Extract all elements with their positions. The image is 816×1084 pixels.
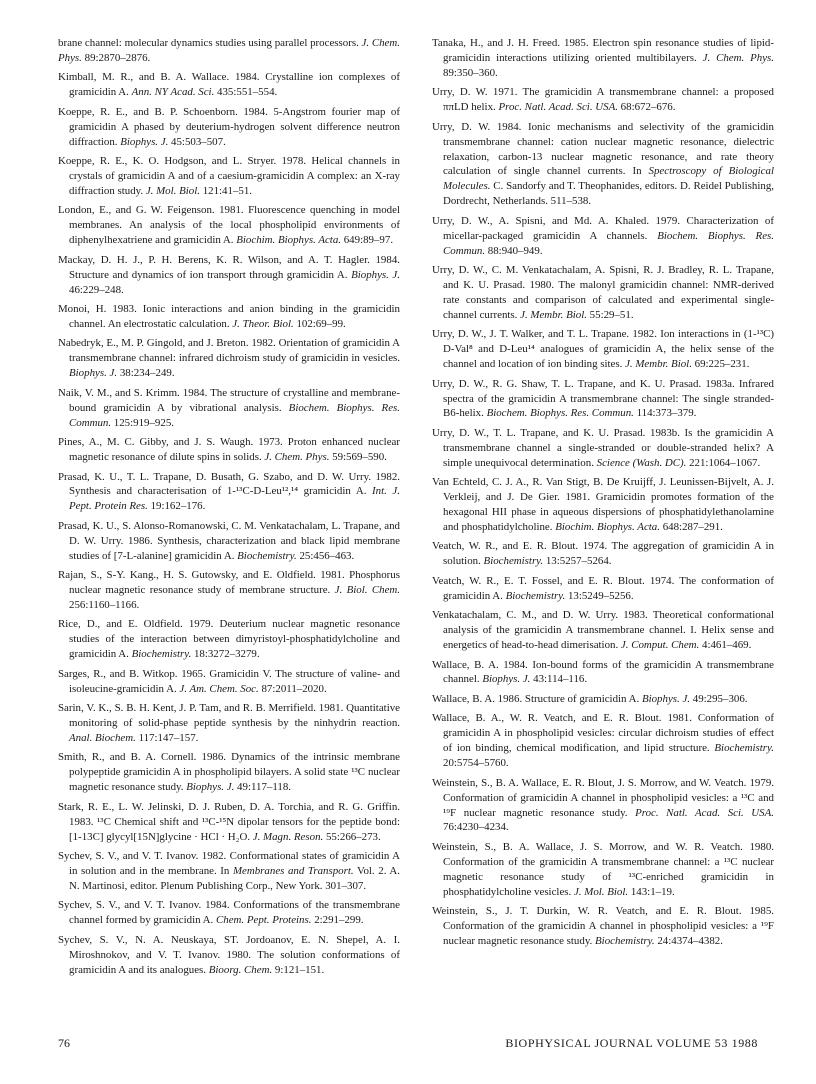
reference-entry [432,36,774,81]
reference-entry [58,386,400,431]
reference-citation: 9:121–151. [272,963,325,976]
reference-journal: J. Chem. Phys. [264,451,330,463]
reference-text: Urry, D. W., C. M. Venkatachalam, A. Spisni, R. J. Bradley, R. L. Trapane, and K. U. Prasad. 1980. The malonyl gramicidin channel: NMR-derived rate constants and comparison of calculated and experimental single-channel currents. [432,264,774,321]
reference-text: Koeppe, R. E., K. O. Hodgson, and L. Stryer. 1978. Helical channels in crystals of gramicidin A and of a caesium-gramicidin A complex: an X-ray diffraction study. [58,155,400,197]
reference-journal: Biochem. Biophys. Res. Commun. [69,401,400,429]
reference-text: Stark, R. E., L. W. Jelinski, D. J. Ruben, D. A. Torchia, and R. G. Griffin. 1983. ¹³C Chemical shift and ¹³C-¹⁵N dipolar tensors for the peptide bond: [1-13C] glycyl[15N]glycine · HCl · H₂O. [58,800,400,843]
reference-text: Sychev, S. V., N. A. Neuskaya, ST. Jordoanov, E. N. Shepel, A. I. Miroshnokov, and V. T. Ivanov. 1980. The solution conformations of gramicidin A and its analogues. [58,933,400,976]
reference-journal: Biochemistry. [714,742,774,755]
reference-journal: J. Magn. Reson. [252,830,324,843]
reference-citation: 49:295–306. [690,692,748,705]
reference-entry [432,711,774,771]
reference-citation: 59:569–590. [329,451,387,463]
reference-entry [58,302,400,332]
reference-citation: 89:350–360. [443,66,498,79]
reference-entry [58,667,400,697]
reference-entry [58,470,400,515]
reference-entry [58,70,400,100]
reference-text: Weinstein, S., B. A. Wallace, E. R. Blout, J. S. Morrow, and W. Veatch. 1979. Conformation of gramicidin A channel in phospholipid vesicles: a ¹³C and ¹⁹F nuclear magnetic resonance study. [432,776,774,819]
reference-citation: 125:919–925. [111,416,174,429]
reference-journal: Chem. Pept. Proteins. [215,914,312,927]
reference-text: Sychev, S. V., and V. T. Ivanov. 1984. Conformations of the transmembrane channel formed by gramicidin A. [58,899,400,927]
reference-text: Prasad, K. U., S. Alonso-Romanowski, C. M. Venkatachalam, L. Trapane, and D. W. Urry. 1986. Synthesis, characterization and black lipid membrane studies of [7-L-alanine] gramicidin A. [58,519,400,562]
reference-citation: 649:89–97. [341,234,394,247]
reference-text: Veatch, W. R., and E. R. Blout. 1974. The aggregation of gramicidin A in solution. [432,540,774,568]
reference-journal: Biochemistry. [483,555,544,568]
references-right-column [432,36,774,953]
reference-citation: 4:461–469. [699,639,752,652]
reference-text: Urry, D. W. 1984. Ionic mechanisms and selectivity of the gramicidin transmembrane channel: cation nuclear magnetic resonance, dielectric relaxation, carbon-13 nuclear magnetic resonance, and rate theory calculation of single channel currents. In [432,120,774,178]
reference-entry [58,36,400,66]
reference-entry [432,776,774,836]
reference-text: Sarges, R., and B. Witkop. 1965. Gramicidin V. The structure of valine- and isoleucine-gramicidin A. [58,667,400,695]
reference-entry [432,377,774,422]
reference-journal: Biochem. Biophys. Res. Commun. [486,407,634,420]
reference-text: Urry, D. W., R. G. Shaw, T. L. Trapane, and K. U. Prasad. 1983a. Infrared spectra of the gramicidin A transmembrane channel: The single stranded-B6-helix. [432,377,774,420]
reference-journal: Biochim. Biophys. Acta. [236,234,342,247]
reference-journal: J. Membr. Biol. [520,308,587,321]
reference-citation: 88:940–949. [485,244,543,257]
reference-journal: Biochemistry. [237,549,297,562]
reference-text: Urry, D. W., T. L. Trapane, and K. U. Prasad. 1983b. Is the gramicidin A transmembrane channel a single-stranded or double-stranded helix? A simple unequivocal determination. [432,426,774,469]
reference-citation: 68:672–676. [617,101,676,114]
reference-entry [58,336,400,381]
reference-journal: J. Mol. Biol. [573,885,629,898]
reference-text: Venkatachalam, C. M., and D. W. Urry. 1983. Theoretical conformational analysis of the gramicidin A transmembrane channel. I. Helix sense and energetics of head-to-head dimerisation. [432,609,774,652]
reference-citation: 25:456–463. [296,549,355,562]
reference-citation: 2:291–299. [311,914,364,927]
reference-citation: 648:287–291. [659,520,723,533]
reference-text: Weinstein, S., J. T. Durkin, W. R. Veatch, and E. R. Blout. 1985. Conformation of the gramicidin A channel in phospholipid vesicles: a ¹⁹F nuclear magnetic resonance study. [432,905,774,947]
reference-text: Nabedryk, E., M. P. Gingold, and J. Breton. 1982. Orientation of gramicidin A transmembrane channel: infrared dichroism study of gramicidin in vesicles. [58,337,400,365]
reference-journal: Biophys. J. [120,135,169,148]
reference-journal: Biophys. J. [482,673,531,686]
page-number: 76 [58,1036,70,1050]
reference-text: Monoi, H. 1983. Ionic interactions and anion binding in the gramicidin channel. An electrostatic calculation. [58,303,400,330]
reference-journal: J. Membr. Biol. [625,358,692,371]
reference-journal: J. Biol. Chem. [334,584,400,597]
reference-entry [58,253,400,298]
reference-entry [432,904,774,949]
reference-text: Mackay, D. H. J., P. H. Berens, K. R. Wilson, and A. T. Hagler. 1984. Structure and dynamics of ion transport through gramicidin A. [58,253,400,281]
reference-citation: 87:2011–2020. [258,682,327,695]
running-title: BIOPHYSICAL JOURNAL VOLUME 53 1988 [505,1036,758,1050]
reference-text: brane channel: molecular dynamics studies using parallel processors. [58,37,362,49]
reference-entry [432,475,774,535]
reference-journal: J. Am. Chem. Soc. [179,682,259,695]
reference-citation: 49:117–118. [234,781,291,794]
reference-journal: Spectroscopy of Biological Molecules. [443,165,774,193]
reference-entry [58,849,400,894]
reference-text: Wallace, B. A. 1984. Ion-bound forms of the gramicidin A transmembrane channel. [432,658,774,686]
reference-entry [58,435,400,465]
reference-entry [432,574,774,604]
reference-text: Urry, D. W. 1971. The gramicidin A transmembrane channel: a proposed ππLD helix. [432,86,774,114]
reference-entry [432,327,774,372]
reference-entry [58,105,400,150]
reference-entry [58,898,400,928]
reference-text: Tanaka, H., and J. H. Freed. 1985. Electron spin resonance studies of lipid-gramicidin interactions utilizing oriented multibilayers. [432,37,774,64]
reference-entry [432,263,774,323]
reference-text: Van Echteld, C. J. A., R. Van Stigt, B. De Kruijff, J. Leunissen-Bijvelt, A. J. Verkleij, and J. De Gier. 1981. Gramicidin promotes formation of the hexagonal HII phase in aqueous dispersions of phosphatidylethanolamine and phosphatidylcholine. [432,476,774,533]
reference-entry [432,214,774,259]
reference-citation: 24:4374–4382. [654,934,723,947]
reference-text: Pines, A., M. C. Gibby, and J. S. Waugh. 1973. Proton enhanced nuclear magnetic resonance of dilute spins in solids. [58,436,400,463]
reference-text: Rice, D., and E. Oldfield. 1979. Deuterium nuclear magnetic resonance studies of the interaction between dimyristoyl-phosphatidylcholine and gramicidin A. [58,618,400,661]
reference-citation: 13:5249–5256. [565,589,634,602]
reference-citation: Vol. 2. A. N. Martinosi, editor. Plenum Publishing Corp., New York. 301–307. [69,865,400,892]
reference-text: Kimball, M. R., and B. A. Wallace. 1984. Crystalline ion complexes of gramicidin A. [58,71,400,99]
reference-journal: Proc. Natl. Acad. Sci. USA. [498,101,618,114]
reference-text: Wallace, B. A., W. R. Veatch, and E. R. Blout. 1981. Conformation of gramicidin A in phospholipid vesicles: circular dichroism studies of effect of ion binding, chemical modification, and lipid structure. [432,712,774,755]
reference-citation: 19:162–176. [147,500,206,513]
reference-journal: Biophys. J. [641,692,691,705]
reference-citation: 143:1–19. [628,885,675,898]
reference-text: Sarin, V. K., S. B. H. Kent, J. P. Tam, and R. B. Merrifield. 1981. Quantitative monitoring of solid-phase peptide synthesis by the ninhydrin reaction. [58,702,400,730]
reference-journal: J. Theor. Biol. [232,317,294,330]
reference-citation: 38:234–249. [117,367,175,380]
reference-citation: 18:3272–3279. [191,648,260,661]
reference-journal: Biophys. J. [351,268,400,281]
reference-text: Weinstein, S., B. A. Wallace, J. S. Morrow, and W. R. Veatch. 1980. Conformation of the gramicidin A transmembrane channel: a ¹³C nuclear magnetic resonance study of ¹³C-enriched gramicidin in phosphatidylcholine vesicles. [432,840,774,898]
reference-citation: 46:229–248. [69,283,124,296]
reference-entry [58,617,400,662]
reference-text: Veatch, W. R., E. T. Fossel, and E. R. Blout. 1974. The conformation of gramicidin A. [432,574,774,602]
reference-journal: Anal. Biochem. [69,731,136,744]
reference-journal: J. Comput. Chem. [620,639,700,652]
reference-text: Naik, V. M., and S. Krimm. 1984. The structure of crystalline and membrane-bound gramicidin A by vibrational analysis. [58,386,400,414]
reference-entry [432,85,774,115]
reference-entry [432,539,774,569]
reference-text: Prasad, K. U., T. L. Trapane, D. Busath, G. Szabo, and D. W. Urry. 1982. Synthesis and characterisation of 1-¹³C-D-Leu¹²,¹⁴ gramicidin A. [58,470,400,498]
reference-entry [58,800,400,845]
reference-citation: 45:503–507. [168,135,226,148]
reference-journal: Biophys. J. [186,781,235,794]
reference-journal: Biophys. J. [69,367,118,380]
reference-citation: 20:5754–5760. [443,757,509,770]
reference-journal: Membranes and Transport. [232,865,354,877]
reference-entry [432,608,774,653]
reference-journal: Biochemistry. [595,934,655,947]
reference-journal: Bioorg. Chem. [208,963,273,976]
reference-text: Wallace, B. A. 1986. Structure of gramicidin A. [432,692,642,705]
reference-entry [58,568,400,613]
reference-citation: 43:114–116. [530,673,588,686]
reference-citation: C. Sandorfy and T. Theophanides, editors. D. Reidel Publishing, Dordrecht, Netherlands. 511–538. [443,180,774,208]
reference-journal: Science (Wash. DC). [596,456,687,469]
reference-entry [432,692,774,707]
reference-citation: 89:2870–2876. [81,51,151,64]
reference-journal: Proc. Natl. Acad. Sci. USA. [635,806,774,819]
reference-journal: Ann. NY Acad. Sci. [131,86,215,99]
reference-citation: 435:551–554. [214,86,278,99]
reference-citation: 117:147–157. [135,731,199,744]
reference-citation: 114:373–379. [633,407,697,420]
reference-journal: J. Mol. Biol. [145,184,200,197]
reference-entry [432,840,774,900]
reference-journal: J. Chem. Phys. [702,51,774,64]
reference-journal: Biochemistry. [131,648,192,661]
reference-citation: 221:1064–1067. [686,456,761,469]
reference-text: Koeppe, R. E., and B. P. Schoenborn. 1984. 5-Angstrom fourier map of gramicidin A phased by deuterium-hydrogen solvent difference neutron diffraction. [58,105,400,148]
reference-citation: 55:266–273. [323,830,381,843]
reference-citation: 69:225–231. [691,358,750,371]
reference-text: Smith, R., and B. A. Cornell. 1986. Dynamics of the intrinsic membrane polypeptide gramicidin A in phospholipid bilayers. A solid state ¹³C nuclear magnetic resonance study. [58,751,400,794]
reference-citation: 256:1160–1166. [69,598,140,611]
reference-journal: J. Chem. Phys. [58,37,400,64]
reference-text: London, E., and G. W. Feigenson. 1981. Fluorescence quenching in model membranes. An analysis of the local phospholipid environments of diphenylhexatriene and gramicidin A. [58,204,400,247]
reference-entry [432,426,774,471]
reference-text: Sychev, S. V., and V. T. Ivanov. 1982. Conformational states of gramicidin A in solution and in the membrane. In [58,850,400,877]
reference-journal: Biochem. Biophys. Res. Commun. [443,229,774,257]
reference-entry [432,120,774,209]
reference-journal: Int. J. Pept. Protein Res. [69,485,400,513]
reference-entry [58,154,400,199]
reference-entry [58,203,400,248]
reference-text: Urry, D. W., A. Spisni, and Md. A. Khaled. 1979. Characterization of micellar-packaged gramicidin A channels. [432,214,774,242]
reference-text: Rajan, S., S-Y. Kang., H. S. Gutowsky, and E. Oldfield. 1981. Phosphorus nuclear magnetic resonance study of membrane structure. [58,569,400,597]
reference-entry [58,933,400,978]
reference-citation: 13:5257–5264. [543,555,612,568]
reference-citation: 121:41–51. [199,184,253,197]
reference-citation: 55:29–51. [586,308,634,321]
references-left-column [58,36,400,982]
reference-text: Urry, D. W., J. T. Walker, and T. L. Trapane. 1982. Ion interactions in (1-¹³C) D-Val⁸ and D-Leu¹⁴ analogues of gramicidin A, the helix sense of the channel and location of ion binding sites. [432,328,774,371]
reference-citation: 102:69–99. [293,317,346,330]
reference-entry [58,701,400,746]
reference-entry [58,750,400,795]
reference-journal: Biochim. Biophys. Acta. [555,520,660,533]
reference-journal: Biochemistry. [505,589,566,602]
reference-citation: 76:4230–4234. [443,821,509,834]
reference-entry [58,519,400,564]
reference-entry [432,658,774,688]
